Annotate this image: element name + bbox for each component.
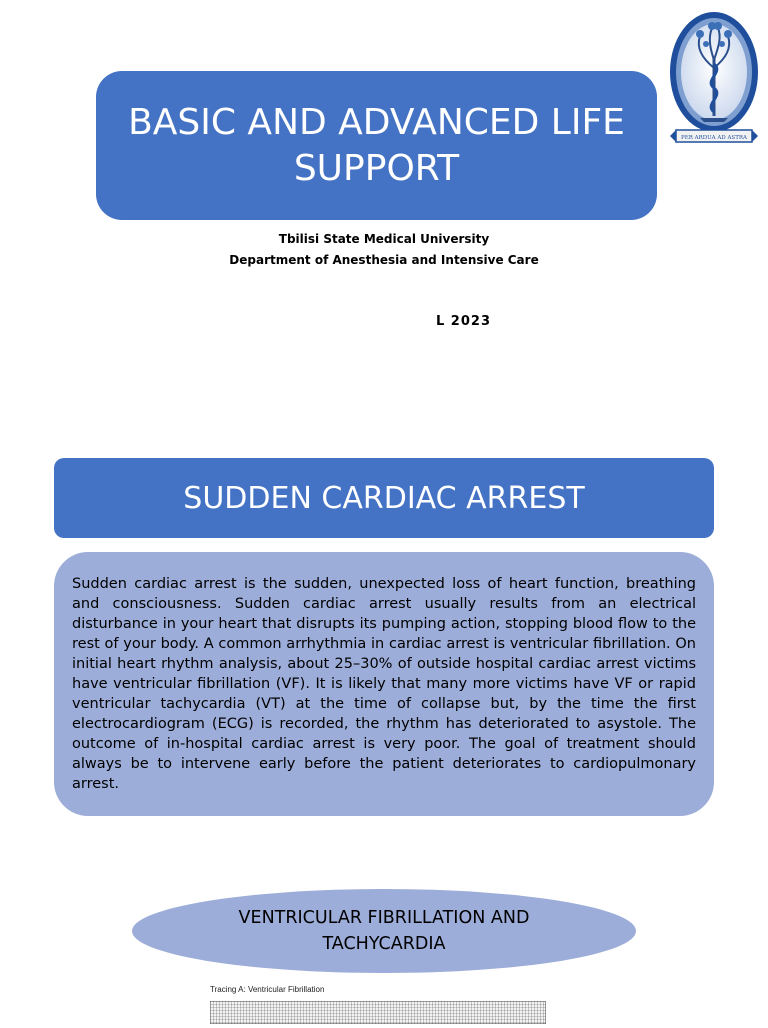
ecg-grid-icon [210, 1001, 546, 1024]
page-title [117, 100, 637, 192]
subsection-title-line1: VENTRICULAR FIBRILLATION AND [238, 908, 530, 928]
page-title-line1: BASIC AND ADVANCED LIFE [128, 101, 625, 143]
department-name: Department of Anesthesia and Intensive Care [229, 253, 539, 267]
seal-banner-text: PER ARDUA AD ASTRA [681, 135, 747, 141]
subsection-title-line2: TACHYCARDIA [322, 934, 446, 954]
university-info [0, 229, 768, 271]
subsection-title [132, 889, 636, 973]
university-seal-icon [666, 8, 762, 152]
section-body-text: Sudden cardiac arrest is the sudden, unexpected loss of heart function, breathing and consciousness. Sudden cardiac arrest usually results from an electrical disturbance in your heart that disrupts its pumping action, stopping blood flow to the rest of your body. A common arrhythmia in cardiac arrest is ventricular fibrillation. On initial heart rhythm analysis, about 25–30% of outside hospital cardiac arrest victims have ventricular fibrillation (VF). It is likely that many more victims have VF or rapid ventricular tachycardia (VT) at the time of collapse but, by the time the first electrocardiogram (ECG) is recorded, the rhythm has deteriorated to asystole. The outcome of in-hospital cardiac arrest is very poor. The goal of treatment should always be to intervene early before the patient deteriorates to cardiopulmonary arrest. [72, 576, 696, 792]
year-label: L 2023 [436, 314, 491, 329]
title-box [96, 71, 657, 220]
tracing-label: Tracing A: Ventricular Fibrillation [210, 985, 325, 994]
section-body-panel [54, 552, 714, 816]
page-title-line2: SUPPORT [293, 147, 460, 189]
university-name: Tbilisi State Medical University [278, 232, 490, 246]
section-title: SUDDEN CARDIAC ARREST [54, 458, 714, 538]
